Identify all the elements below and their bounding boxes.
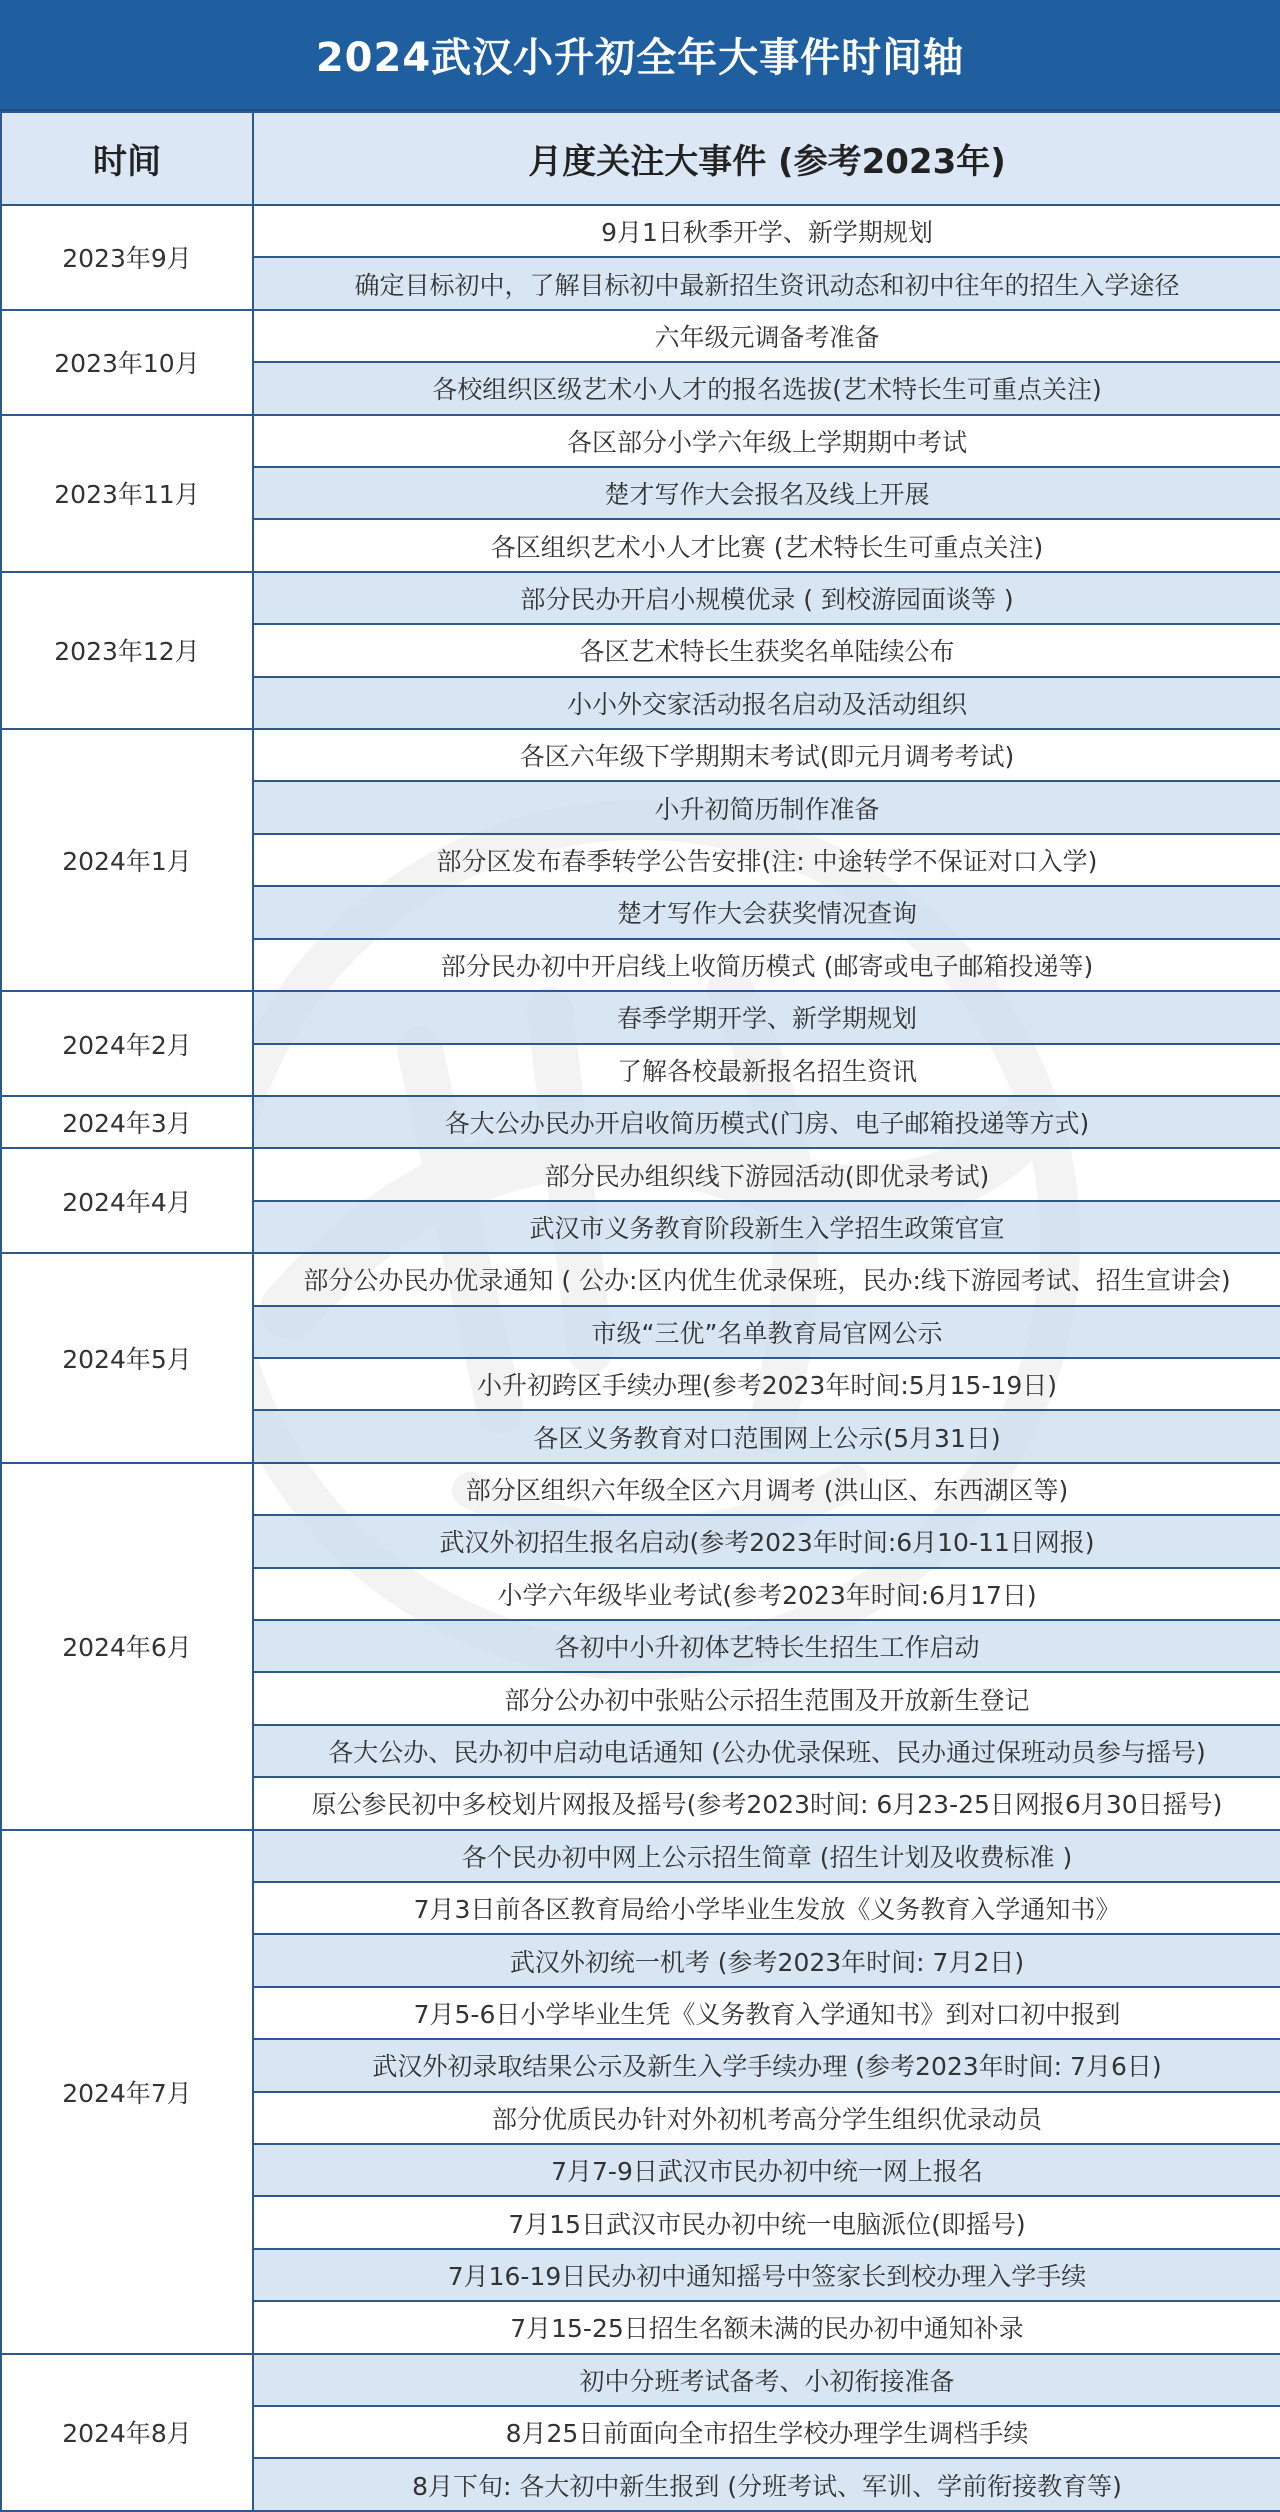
event-cell: 部分民办初中开启线上收简历模式 (邮寄或电子邮箱投递等) <box>253 939 1280 991</box>
event-cell: 各个民办初中网上公示招生简章 (招生计划及收费标准 ) <box>253 1830 1280 1882</box>
table-row <box>1 1148 1280 1200</box>
event-cell: 六年级元调备考准备 <box>253 310 1280 362</box>
column-header-events: 月度关注大事件 (参考2023年) <box>253 112 1280 205</box>
event-cell: 市级“三优”名单教育局官网公示 <box>253 1306 1280 1358</box>
event-cell: 初中分班考试备考、小初衔接准备 <box>253 2354 1280 2406</box>
month-cell: 2023年10月 <box>1 310 253 415</box>
event-cell: 7月16-19日民办初中通知摇号中签家长到校办理入学手续 <box>253 2249 1280 2301</box>
event-cell: 7月5-6日小学毕业生凭《义务教育入学通知书》到对口初中报到 <box>253 1987 1280 2039</box>
event-cell: 部分区组织六年级全区六月调考 (洪山区、东西湖区等) <box>253 1463 1280 1515</box>
month-cell: 2024年6月 <box>1 1463 253 1830</box>
event-cell: 小升初跨区手续办理(参考2023年时间:5月15-19日) <box>253 1358 1280 1410</box>
table-row <box>1 1253 1280 1305</box>
event-cell: 春季学期开学、新学期规划 <box>253 991 1280 1043</box>
event-cell: 部分公办民办优录通知 ( 公办:区内优生优录保班，民办:线下游园考试、招生宣讲会) <box>253 1253 1280 1305</box>
month-cell: 2024年4月 <box>1 1148 253 1253</box>
table-row <box>1 729 1280 781</box>
event-cell: 9月1日秋季开学、新学期规划 <box>253 205 1280 257</box>
table-row <box>1 1463 1280 1515</box>
event-cell: 各区艺术特长生获奖名单陆续公布 <box>253 624 1280 676</box>
table-row <box>1 310 1280 362</box>
event-cell: 武汉市义务教育阶段新生入学招生政策官宣 <box>253 1201 1280 1253</box>
table-header-row <box>1 112 1280 205</box>
month-cell: 2023年12月 <box>1 572 253 729</box>
page-title: 2024武汉小升初全年大事件时间轴 <box>0 0 1280 111</box>
timeline-body <box>1 205 1280 2511</box>
event-cell: 武汉外初统一机考 (参考2023年时间: 7月2日) <box>253 1934 1280 1986</box>
table-row <box>1 572 1280 624</box>
month-cell: 2023年9月 <box>1 205 253 310</box>
event-cell: 楚才写作大会获奖情况查询 <box>253 886 1280 938</box>
event-cell: 各大公办、民办初中启动电话通知 (公办优录保班、民办通过保班动员参与摇号) <box>253 1725 1280 1777</box>
table-row <box>1 2354 1280 2406</box>
event-cell: 部分公办初中张贴公示招生范围及开放新生登记 <box>253 1672 1280 1724</box>
event-cell: 楚才写作大会报名及线上开展 <box>253 467 1280 519</box>
table-row <box>1 415 1280 467</box>
month-cell: 2024年8月 <box>1 2354 253 2511</box>
month-cell: 2024年2月 <box>1 991 253 1096</box>
event-cell: 确定目标初中，了解目标初中最新招生资讯动态和初中往年的招生入学途径 <box>253 257 1280 309</box>
event-cell: 原公参民初中多校划片网报及摇号(参考2023时间: 6月23-25日网报6月30日摇号) <box>253 1777 1280 1829</box>
event-cell: 7月7-9日武汉市民办初中统一网上报名 <box>253 2144 1280 2196</box>
event-cell: 各大公办民办开启收简历模式(门房、电子邮箱投递等方式) <box>253 1096 1280 1148</box>
event-cell: 各区义务教育对口范围网上公示(5月31日) <box>253 1410 1280 1462</box>
month-cell: 2024年3月 <box>1 1096 253 1148</box>
month-cell: 2023年11月 <box>1 415 253 572</box>
event-cell: 各区部分小学六年级上学期期中考试 <box>253 415 1280 467</box>
event-cell: 部分优质民办针对外初机考高分学生组织优录动员 <box>253 2092 1280 2144</box>
event-cell: 小学六年级毕业考试(参考2023年时间:6月17日) <box>253 1568 1280 1620</box>
event-cell: 各校组织区级艺术小人才的报名选拔(艺术特长生可重点关注) <box>253 362 1280 414</box>
month-cell: 2024年5月 <box>1 1253 253 1463</box>
event-cell: 8月下旬: 各大初中新生报到 (分班考试、军训、学前衔接教育等) <box>253 2458 1280 2511</box>
event-cell: 各区组织艺术小人才比赛 (艺术特长生可重点关注) <box>253 519 1280 571</box>
event-cell: 小小外交家活动报名启动及活动组织 <box>253 677 1280 729</box>
month-cell: 2024年7月 <box>1 1830 253 2354</box>
event-cell: 武汉外初录取结果公示及新生入学手续办理 (参考2023年时间: 7月6日) <box>253 2039 1280 2091</box>
column-header-time: 时间 <box>1 112 253 205</box>
event-cell: 7月15-25日招生名额未满的民办初中通知补录 <box>253 2301 1280 2353</box>
month-cell: 2024年1月 <box>1 729 253 991</box>
event-cell: 7月15日武汉市民办初中统一电脑派位(即摇号) <box>253 2196 1280 2248</box>
event-cell: 部分区发布春季转学公告安排(注: 中途转学不保证对口入学) <box>253 834 1280 886</box>
table-row <box>1 1096 1280 1148</box>
timeline-table <box>0 111 1280 2512</box>
event-cell: 8月25日前面向全市招生学校办理学生调档手续 <box>253 2406 1280 2458</box>
event-cell: 部分民办组织线下游园活动(即优录考试) <box>253 1148 1280 1200</box>
event-cell: 小升初简历制作准备 <box>253 781 1280 833</box>
event-cell: 各初中小升初体艺特长生招生工作启动 <box>253 1620 1280 1672</box>
event-cell: 部分民办开启小规模优录 ( 到校游园面谈等 ) <box>253 572 1280 624</box>
table-row <box>1 205 1280 257</box>
event-cell: 了解各校最新报名招生资讯 <box>253 1044 1280 1096</box>
table-row <box>1 991 1280 1043</box>
table-row <box>1 1830 1280 1882</box>
event-cell: 各区六年级下学期期末考试(即元月调考考试) <box>253 729 1280 781</box>
event-cell: 武汉外初招生报名启动(参考2023年时间:6月10-11日网报) <box>253 1515 1280 1567</box>
event-cell: 7月3日前各区教育局给小学毕业生发放《义务教育入学通知书》 <box>253 1882 1280 1934</box>
